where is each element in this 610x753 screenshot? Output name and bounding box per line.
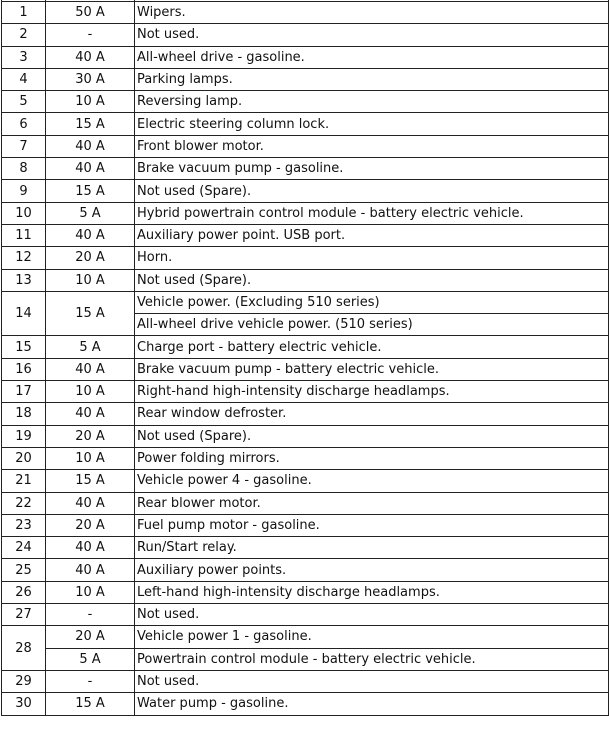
fuse-rating-cell: - <box>46 670 135 692</box>
table-row <box>2 470 609 492</box>
protected-component-cell: Front blower motor. <box>135 135 609 157</box>
table-row <box>2 537 609 559</box>
protected-component-cell: Fuel pump motor - gasoline. <box>135 514 609 536</box>
table-row <box>2 158 609 180</box>
table-row <box>2 403 609 425</box>
fuse-number-cell: 11 <box>2 224 46 246</box>
fuse-number-cell: 5 <box>2 91 46 113</box>
protected-component-cell: Wipers. <box>135 2 609 24</box>
protected-component-cell: Water pump - gasoline. <box>135 693 609 715</box>
fuse-number-cell: 30 <box>2 693 46 715</box>
table-row <box>2 447 609 469</box>
protected-component-cell: Reversing lamp. <box>135 91 609 113</box>
protected-component-cell: Not used. <box>135 24 609 46</box>
fuse-rating-cell: - <box>46 24 135 46</box>
fuse-number-cell: 21 <box>2 470 46 492</box>
fuse-rating-cell: 40 A <box>46 492 135 514</box>
table-row <box>2 135 609 157</box>
fuse-number-cell: 23 <box>2 514 46 536</box>
fuse-number-cell: 22 <box>2 492 46 514</box>
protected-component-cell: Left-hand high-intensity discharge headlamps. <box>135 581 609 603</box>
fuse-rating-cell: 15 A <box>46 113 135 135</box>
protected-component-cell: Brake vacuum pump - battery electric vehicle. <box>135 358 609 380</box>
protected-component-cell: Power folding mirrors. <box>135 447 609 469</box>
fuse-rating-cell: 40 A <box>46 158 135 180</box>
fuse-rating-cell: 10 A <box>46 269 135 291</box>
fuse-number-cell: 3 <box>2 46 46 68</box>
table-row <box>2 68 609 90</box>
protected-component-cell: Auxiliary power point. USB port. <box>135 224 609 246</box>
fuse-number-cell: 8 <box>2 158 46 180</box>
protected-component-cell: Horn. <box>135 247 609 269</box>
fuse-rating-cell: 10 A <box>46 581 135 603</box>
fuse-rating-cell: 40 A <box>46 559 135 581</box>
fuse-number-cell: 2 <box>2 24 46 46</box>
protected-component-cell: Electric steering column lock. <box>135 113 609 135</box>
protected-component-cell: Vehicle power 1 - gasoline. <box>135 626 609 648</box>
table-row <box>2 425 609 447</box>
protected-component-cell: Hybrid powertrain control module - battery electric vehicle. <box>135 202 609 224</box>
fuse-number-cell: 15 <box>2 336 46 358</box>
fuse-rating-cell: 5 A <box>46 336 135 358</box>
fuse-number-cell: 20 <box>2 447 46 469</box>
fuse-rating-cell: 15 A <box>46 180 135 202</box>
table-row <box>2 693 609 715</box>
fuse-rating-cell: 10 A <box>46 381 135 403</box>
table-row <box>2 559 609 581</box>
fuse-rating-cell: 40 A <box>46 46 135 68</box>
table-row <box>2 648 609 670</box>
table-row <box>2 381 609 403</box>
fuse-rating-cell: 15 A <box>46 693 135 715</box>
protected-component-cell: Rear window defroster. <box>135 403 609 425</box>
protected-component-cell: Not used (Spare). <box>135 269 609 291</box>
fuse-number-cell: 29 <box>2 670 46 692</box>
table-row <box>2 24 609 46</box>
table-row <box>2 113 609 135</box>
fuse-rating-cell: 10 A <box>46 447 135 469</box>
protected-component-cell: Vehicle power. (Excluding 510 series) <box>135 291 609 313</box>
fuse-number-cell: 18 <box>2 403 46 425</box>
table-row <box>2 358 609 380</box>
table-row <box>2 46 609 68</box>
fuse-number-cell: 4 <box>2 68 46 90</box>
protected-component-cell: Not used (Spare). <box>135 425 609 447</box>
protected-component-cell: Not used. <box>135 670 609 692</box>
table-row <box>2 492 609 514</box>
table-row <box>2 269 609 291</box>
fuse-rating-cell: 40 A <box>46 537 135 559</box>
fuse-rating-cell: 20 A <box>46 247 135 269</box>
table-row <box>2 247 609 269</box>
protected-component-cell: Vehicle power 4 - gasoline. <box>135 470 609 492</box>
fuse-table-body <box>2 0 609 715</box>
table-row <box>2 202 609 224</box>
protected-component-cell: Not used. <box>135 604 609 626</box>
fuse-rating-cell: 40 A <box>46 358 135 380</box>
table-row <box>2 180 609 202</box>
protected-component-cell: Rear blower motor. <box>135 492 609 514</box>
fuse-rating-cell: 5 A <box>46 648 135 670</box>
table-row <box>2 581 609 603</box>
fuse-number-cell: 28 <box>2 626 46 671</box>
fuse-number-cell: 12 <box>2 247 46 269</box>
fuse-rating-cell: 5 A <box>46 202 135 224</box>
fuse-number-cell: 1 <box>2 2 46 24</box>
fuse-rating-cell: 40 A <box>46 403 135 425</box>
fuse-rating-cell: 15 A <box>46 291 135 336</box>
fuse-number-cell: 24 <box>2 537 46 559</box>
protected-component-cell: All-wheel drive - gasoline. <box>135 46 609 68</box>
protected-component-cell: Auxiliary power points. <box>135 559 609 581</box>
fuse-rating-cell: 20 A <box>46 514 135 536</box>
table-row <box>2 626 609 648</box>
table-row <box>2 604 609 626</box>
fuse-number-cell: 16 <box>2 358 46 380</box>
protected-component-cell: All-wheel drive vehicle power. (510 series) <box>135 314 609 336</box>
fuse-number-cell: 26 <box>2 581 46 603</box>
fuse-number-cell: 7 <box>2 135 46 157</box>
fuse-number-cell: 27 <box>2 604 46 626</box>
protected-component-cell: Charge port - battery electric vehicle. <box>135 336 609 358</box>
table-row <box>2 2 609 24</box>
table-row <box>2 336 609 358</box>
protected-component-cell: Run/Start relay. <box>135 537 609 559</box>
fuse-rating-cell: 10 A <box>46 91 135 113</box>
protected-component-cell: Not used (Spare). <box>135 180 609 202</box>
protected-component-cell: Parking lamps. <box>135 68 609 90</box>
fuse-number-cell: 25 <box>2 559 46 581</box>
fuse-rating-cell: 40 A <box>46 135 135 157</box>
fuse-rating-cell: - <box>46 604 135 626</box>
fuse-number-cell: 13 <box>2 269 46 291</box>
fuse-rating-cell: 30 A <box>46 68 135 90</box>
fuse-number-cell: 10 <box>2 202 46 224</box>
table-row <box>2 670 609 692</box>
table-row <box>2 91 609 113</box>
fuse-rating-cell: 20 A <box>46 425 135 447</box>
fuse-number-cell: 19 <box>2 425 46 447</box>
fuse-number-cell: 9 <box>2 180 46 202</box>
table-row <box>2 514 609 536</box>
protected-component-cell: Powertrain control module - battery electric vehicle. <box>135 648 609 670</box>
fuse-number-cell: 17 <box>2 381 46 403</box>
protected-component-cell: Brake vacuum pump - gasoline. <box>135 158 609 180</box>
table-row <box>2 291 609 313</box>
table-row <box>2 224 609 246</box>
fuse-rating-cell: 40 A <box>46 224 135 246</box>
fuse-rating-cell: 15 A <box>46 470 135 492</box>
fuse-rating-cell: 20 A <box>46 626 135 648</box>
fuse-number-cell: 6 <box>2 113 46 135</box>
fuse-rating-cell: 50 A <box>46 2 135 24</box>
protected-component-cell: Right-hand high-intensity discharge headlamps. <box>135 381 609 403</box>
fuse-number-cell: 14 <box>2 291 46 336</box>
fuse-table <box>1 0 609 716</box>
